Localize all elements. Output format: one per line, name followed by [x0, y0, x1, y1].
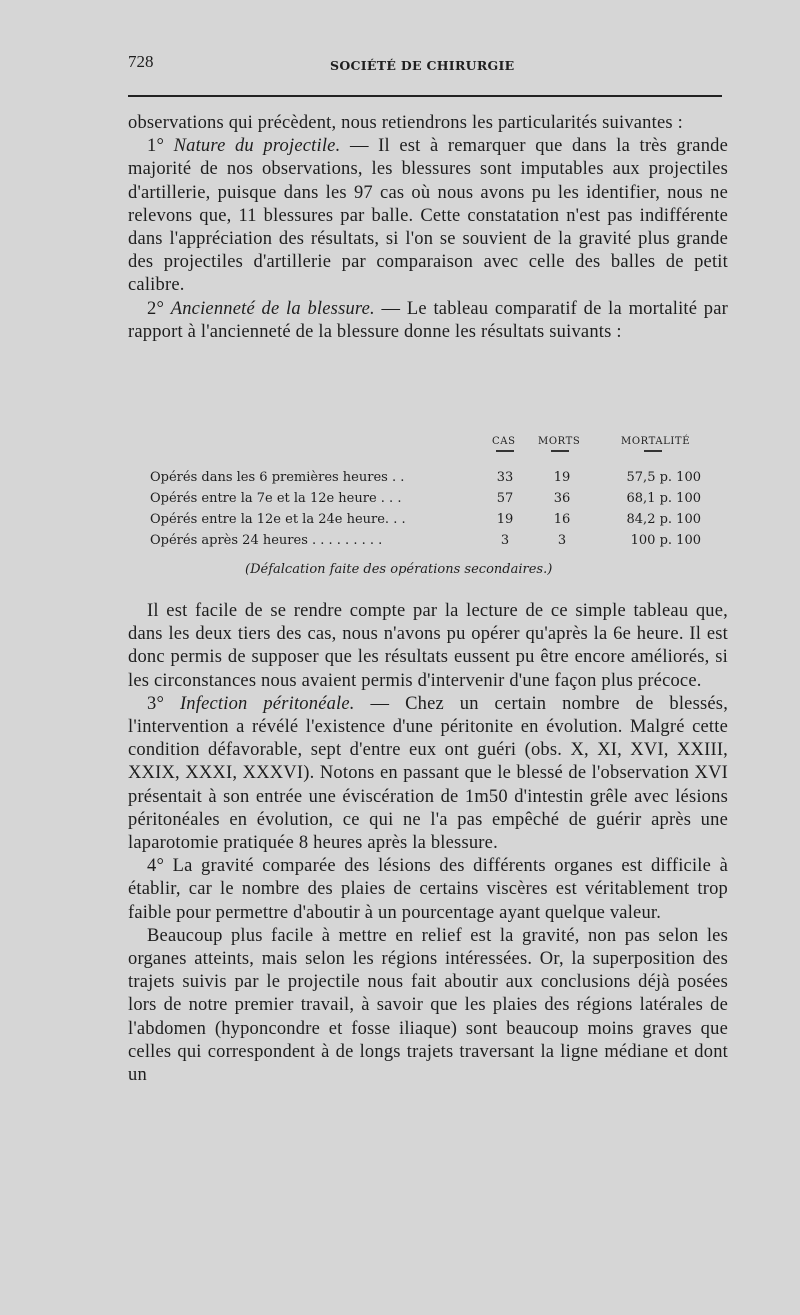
- table-row: [150, 533, 710, 553]
- row-label: Opérés dans les 6 premières heures . .: [150, 470, 405, 485]
- table-row: [150, 512, 710, 532]
- paragraph-nature-projectile: [128, 135, 728, 297]
- paragraph-body: — Le tableau comparatif de la mortalité par rapport à l'ancienneté de la blessure donne les résultats suivants :: [128, 298, 729, 342]
- column-header-morts: MORTS: [538, 436, 581, 447]
- cell-morts: 19: [553, 470, 571, 485]
- section-heading: Nature du projectile.: [173, 136, 341, 157]
- cell-cas: 57: [496, 491, 514, 506]
- section-number: 2°: [147, 298, 165, 319]
- page-number: 728: [128, 52, 154, 71]
- row-label: Opérés entre la 7e et la 12e heure . . .: [150, 491, 402, 506]
- cell-mortalite: 84,2 p. 100: [626, 512, 701, 527]
- text-block-top: [128, 112, 728, 344]
- header-dash: [551, 450, 569, 452]
- table-row: [150, 470, 710, 490]
- table-note: (Défalcation faite des opérations secondaires.): [245, 562, 553, 577]
- cell-morts: 3: [557, 533, 567, 548]
- paragraph-body: — Il est à remarquer que dans la très grande majorité de nos observations, les blessures sont imputables aux projectiles d'artillerie, puisque dans les 97 cas où nous avons pu les identifier, nous ne relevons que, 11 blessures par balle. Cette constatation n'est pas indifférente dans l'appréciation des résultats, si l'on se souvient de la gravité plus grande des projectiles d'artillerie par comparaison avec celle des balles de petit calibre.: [128, 136, 729, 296]
- paragraph-infection: [128, 693, 728, 855]
- row-label: Opérés entre la 12e et la 24e heure. . .: [150, 512, 406, 527]
- paragraph-gravite-organes: 4° La gravité comparée des lésions des différents organes est difficile à établir, car le nombre des plaies de certains viscères est véritablement trop faible pour permettre d'aboutir à un pourcentage ayant quelque valeur.: [128, 856, 728, 923]
- cell-mortalite: 57,5 p. 100: [626, 470, 701, 485]
- cell-morts: 36: [553, 491, 571, 506]
- cell-morts: 16: [553, 512, 571, 527]
- section-number: 3°: [147, 693, 165, 714]
- table-row: [150, 491, 710, 511]
- text-block-bottom: [128, 600, 728, 1087]
- header-dash: [644, 450, 662, 452]
- running-title: SOCIÉTÉ DE CHIRURGIE: [330, 58, 515, 73]
- paragraph-anciennete: [128, 298, 728, 344]
- cell-cas: 19: [496, 512, 514, 527]
- header-rule: [128, 95, 722, 97]
- cell-mortalite: 68,1 p. 100: [626, 491, 701, 506]
- section-heading: Ancienneté de la blessure.: [170, 298, 375, 319]
- paragraph-intro: observations qui précèdent, nous retiendrons les particularités suivantes :: [128, 113, 683, 133]
- cell-cas: 3: [500, 533, 510, 548]
- column-header-mortalite: MORTALITÉ: [621, 436, 691, 447]
- cell-mortalite: 100 p. 100: [630, 533, 701, 548]
- cell-cas: 33: [496, 470, 514, 485]
- row-label: Opérés après 24 heures . . . . . . . . .: [150, 533, 383, 548]
- paragraph-regions: Beaucoup plus facile à mettre en relief est la gravité, non pas selon les organes atteints, mais selon les régions intéressées. Or, la superposition des trajets suivis par le projectile nous fait aboutir aux conclusions déjà posées lors de notre premier travail, à savoir que les plaies des régions latérales de l'abdomen (hyponcondre et fosse iliaque) sont beaucoup moins graves que celles qui correspondent à de longs trajets traversant la ligne médiane et dont un: [128, 925, 728, 1086]
- section-number: 1°: [147, 136, 165, 157]
- section-heading: Infection péritonéale.: [179, 693, 355, 714]
- header-dash: [496, 450, 514, 452]
- column-header-cas: CAS: [492, 436, 516, 447]
- paragraph-body: — Chez un certain nombre de blessés, l'intervention a révélé l'existence d'une péritonite en évolution. Malgré cette condition défavorable, sept d'entre eux ont guéri (obs. X, XI, XVI, XXIII, XXIX, XXXI, XXXVI). Notons en passant que le blessé de l'observation XVI présentait à son entrée une éviscération de 1m50 d'intestin grêle avec lésions péritonéales en évolution, ce qui ne l'a pas empêché de guérir après une laparotomie pratiquée 8 heures après la blessure.: [128, 693, 729, 854]
- paragraph-table-comment: Il est facile de se rendre compte par la lecture de ce simple tableau que, dans les deux tiers des cas, nous n'avons pu opérer qu'après la 6e heure. Il est donc permis de supposer que les résultats eussent pu être encore améliorés, si les circonstances nous avaient permis d'intervenir d'une façon plus précoce.: [128, 601, 728, 691]
